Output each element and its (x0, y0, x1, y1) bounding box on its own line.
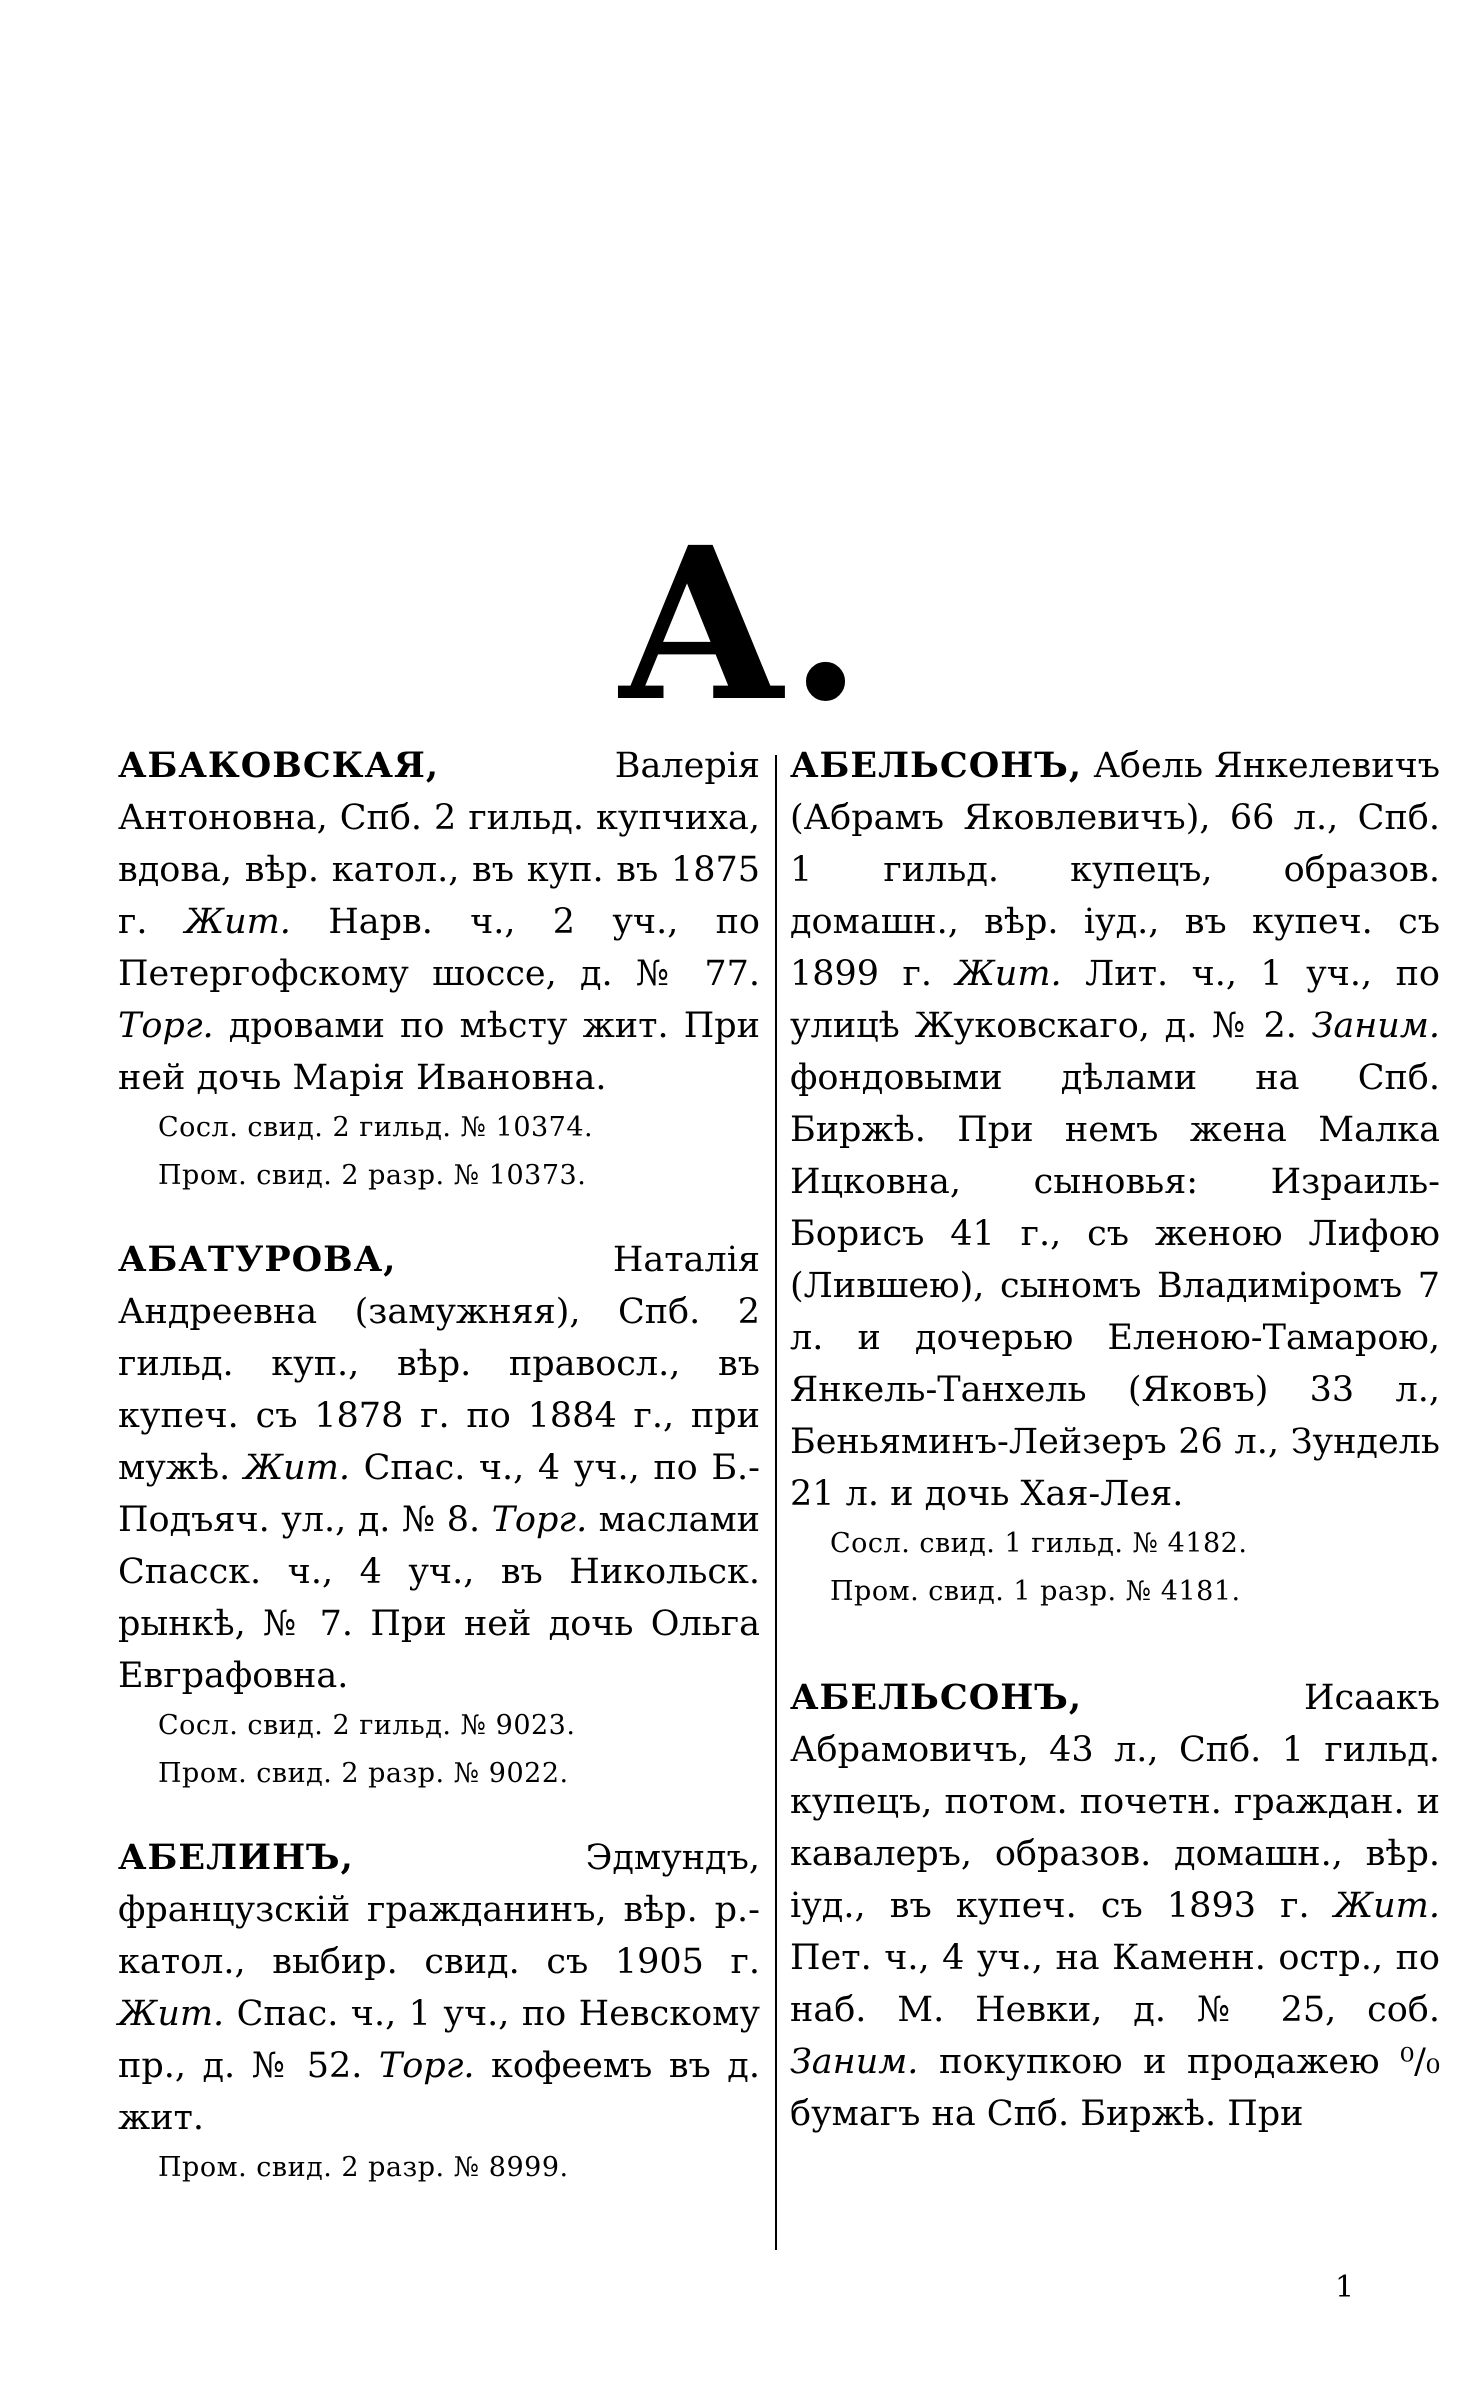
entry-name: АБЕЛИНЪ, (118, 1837, 354, 1878)
entry-text-part: кофеемъ въ д. жит. (118, 2046, 760, 2138)
page-number: 1 (1335, 2270, 1355, 2305)
entry-abbr-italic: Жит. (1333, 1886, 1440, 1926)
entry-text (790, 740, 1440, 1520)
entry-name: АБЕЛЬСОНЪ, (790, 1677, 1082, 1718)
directory-entry-abaturova (118, 1234, 760, 1798)
entry-abbr-italic: Жит. (118, 1994, 225, 2034)
trade-certificate: Пром. свид. 2 разр. № 8999. (158, 2152, 569, 2183)
entry-abbr-italic: Жит. (184, 902, 291, 942)
letter-heading: А. (615, 501, 865, 748)
entry-text-part: покупкою и продажею ⁰/₀ бумагъ на Спб. Биржѣ. При (790, 2042, 1440, 2134)
right-column (790, 740, 1440, 2174)
entry-abbr-italic: Торг. (118, 1006, 214, 1046)
trade-certificate: Пром. свид. 2 разр. № 10373. (158, 1160, 587, 1191)
entry-text-part: Спас. ч., 4 уч., по Б.-Подъяч. ул., д. № 8. (118, 1448, 760, 1540)
entry-text-part: дровами по мѣсту жит. При ней дочь Марія Ивановна. (118, 1006, 760, 1098)
column-divider (775, 755, 777, 2250)
entry-text-part: Исаакъ Абрамовичъ, 43 л., Спб. 1 гильд. купецъ, потом. почетн. граждан. и кавалеръ, образов. домашн., вѣр. іуд., въ купеч. съ 1893 г. (790, 1678, 1440, 1926)
entry-text-part: Спас. ч., 1 уч., по Невскому пр., д. № 52. (118, 1994, 760, 2086)
estate-certificate: Сосл. свид. 2 гильд. № 10374. (158, 1112, 594, 1143)
directory-entry-abelson-abel (790, 740, 1440, 1616)
entry-abbr-italic: Торг. (491, 1500, 588, 1540)
entry-text-part: маслами Спасск. ч., 4 уч., въ Никольск. рынкѣ, № 7. При ней дочь Ольга Евграфовна. (118, 1500, 760, 1696)
entry-text-part: фондовыми дѣлами на Спб. Биржѣ. При немъ жена Малка Ицковна, сыновья: Израиль-Борисъ 41 г., съ женою Лифою (Лившею), сыномъ Владиміромъ 7 л. и дочерью Еленою-Тамарою, Янкель-Танхель (Яковъ) 33 л., Беньяминъ-Лейзеръ 26 л., Зундель 21 л. и дочь Хая-Лея. (790, 1058, 1440, 1514)
estate-certificate: Сосл. свид. 2 гильд. № 9023. (158, 1710, 576, 1741)
entry-text-part: Эдмундъ, французскій гражданинъ, вѣр. р.-катол., выбир. свид. съ 1905 г. (118, 1838, 760, 1982)
directory-entry-abelin (118, 1832, 760, 2192)
left-column (118, 740, 760, 2226)
trade-certificate: Пром. свид. 1 разр. № 4181. (830, 1576, 1241, 1607)
entry-abbr-italic: Заним. (790, 2042, 919, 2082)
entry-text-part: Абель Янкелевичъ (Абрамъ Яковлевичъ), 66 л., Спб. 1 гильд. купецъ, образов. домашн., вѣр. іуд., въ купеч. съ 1899 г. (790, 746, 1440, 994)
directory-entry-abelson-isaak (790, 1672, 1440, 2140)
entry-abbr-italic: Торг. (378, 2046, 475, 2086)
entry-text-part: Наталія Андреевна (замужняя), Спб. 2 гильд. куп., вѣр. правосл., въ купеч. съ 1878 г. по 1884 г., при мужѣ. (118, 1240, 760, 1488)
entry-text-part: Нарв. ч., 2 уч., по Петергофскому шоссе, д. № 77. (118, 902, 760, 994)
entry-abbr-italic: Заним. (1311, 1006, 1440, 1046)
entry-text (790, 1672, 1440, 2140)
entry-text (118, 1832, 760, 2144)
estate-certificate: Сосл. свид. 1 гильд. № 4182. (830, 1528, 1248, 1559)
entry-name: АБАТУРОВА, (118, 1239, 397, 1280)
trade-certificate: Пром. свид. 2 разр. № 9022. (158, 1758, 569, 1789)
entry-name: АБЕЛЬСОНЪ, (790, 745, 1082, 786)
entry-text (118, 1234, 760, 1702)
entry-text-part: Лит. ч., 1 уч., по улицѣ Жуковскаго, д. № 2. (790, 954, 1440, 1046)
entry-text-part: Пет. ч., 4 уч., на Каменн. остр., по наб. М. Невки, д. № 25, соб. (790, 1938, 1440, 2030)
entry-text (118, 740, 760, 1104)
directory-entry-abakovskaya (118, 740, 760, 1200)
entry-text-part: Валерія Антоновна, Спб. 2 гильд. купчиха, вдова, вѣр. катол., въ куп. въ 1875 г. (118, 746, 760, 942)
entry-name: АБАКОВСКАЯ, (118, 745, 440, 786)
entry-abbr-italic: Жит. (955, 954, 1062, 994)
entry-abbr-italic: Жит. (243, 1448, 351, 1488)
